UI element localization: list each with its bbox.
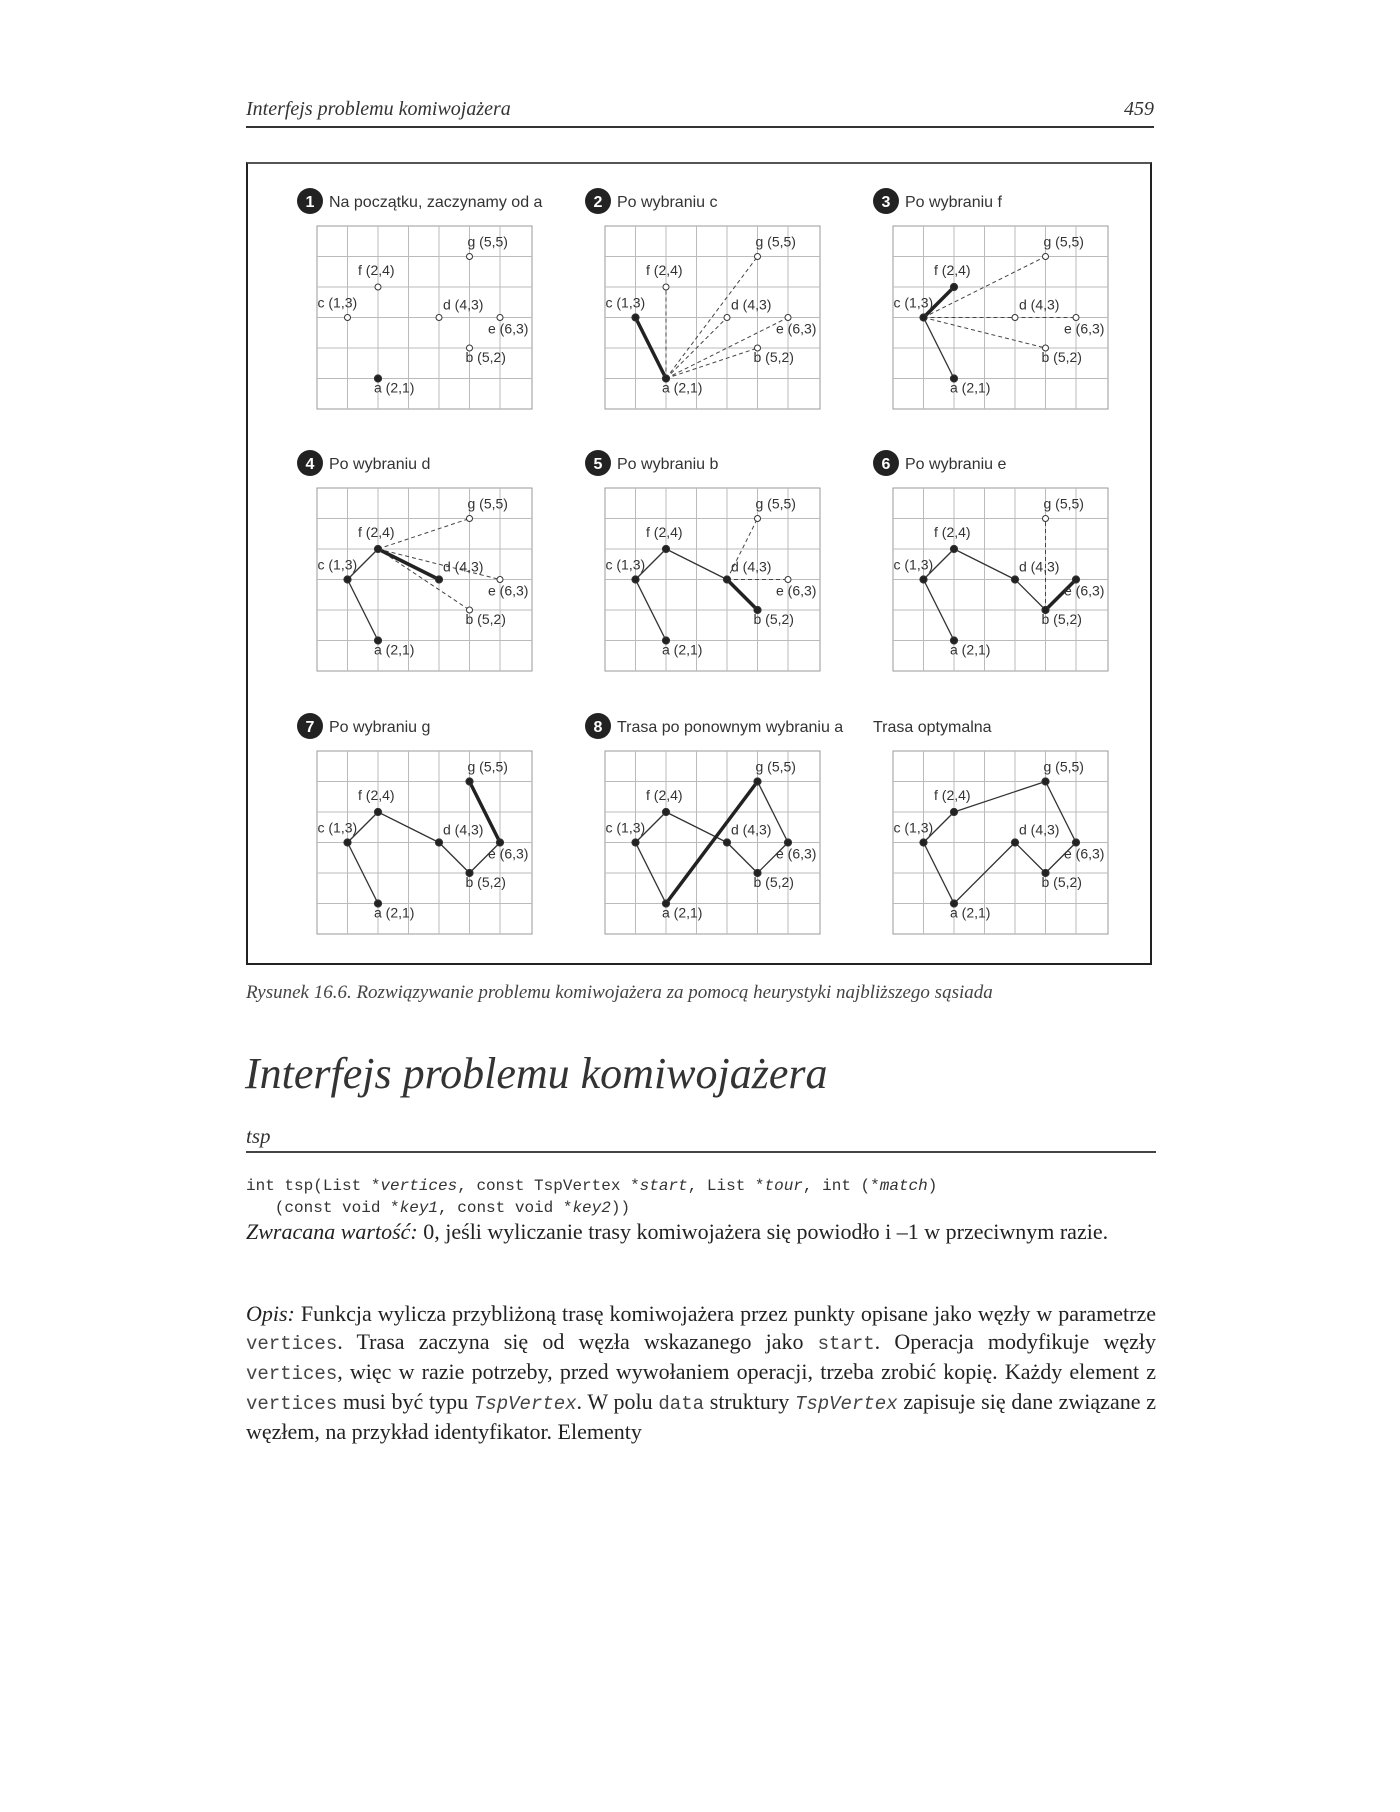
vertex-label-a: a (2,1) [662,904,703,921]
vertex-label-f: f (2,4) [646,262,683,278]
step-badge-number: 8 [593,719,603,736]
vertex-d [1011,839,1018,846]
tour-edge [439,843,470,874]
vertex-label-d: d (4,3) [1019,821,1060,838]
vertex-d [1012,315,1018,321]
panel-title: Po wybraniu g [329,719,431,736]
vertex-d [436,315,442,321]
vertex-label-f: f (2,4) [934,262,971,278]
running-header [246,96,1154,128]
figure-caption: Rysunek 16.6. Rozwiązywanie problemu komiwojażera za pomocą heurystyki najbliższego sąsiada [246,982,993,1003]
vertex-label-c: c (1,3) [317,819,358,836]
vertex-f [950,283,957,290]
vertex-label-d: d (4,3) [731,296,772,313]
vertex-d [1011,576,1018,583]
vertex-label-f: f (2,4) [934,787,971,803]
vertex-label-f: f (2,4) [934,524,971,540]
vertex-label-g: g (5,5) [467,495,508,512]
vertex-label-c: c (1,3) [605,556,646,573]
vertex-label-f: f (2,4) [358,262,395,278]
vertex-f [663,284,669,290]
vertex-d [723,576,730,583]
vertex-c [920,314,927,321]
panel-9 [873,719,1108,934]
vertex-label-e: e (6,3) [1064,320,1105,337]
step-badge-number: 5 [593,456,603,473]
candidate-edge [666,348,758,379]
vertex-g [466,778,473,785]
function-signature: int tsp(List *vertices, const TspVertex *start, List *tour, int (*match) (const void *key1, const void *key2)) [246,1177,938,1217]
vertex-label-g: g (5,5) [755,758,796,775]
panel-3 [873,188,1108,409]
panel-title: Po wybraniu f [905,194,1002,211]
tour-edge [1015,843,1046,874]
return-value-paragraph [246,1218,1156,1246]
panel-title: Po wybraniu b [617,456,719,473]
panel-title: Po wybraniu d [329,456,431,473]
vertex-f [662,808,669,815]
vertex-label-d: d (4,3) [443,296,484,313]
vertex-label-b: b (5,2) [465,349,506,365]
vertex-label-d: d (4,3) [443,821,484,838]
vertex-f [375,284,381,290]
panel-6 [873,450,1108,671]
panel-title: Trasa po ponownym wybraniu a [617,719,844,736]
step-badge-number: 2 [593,194,603,211]
panel-4 [297,450,532,671]
vertex-label-d: d (4,3) [731,558,772,575]
vertex-d [435,839,442,846]
vertex-d [435,576,442,583]
figure-svg [248,164,1150,963]
step-badge-number: 4 [305,456,315,473]
panel-5 [585,450,820,671]
vertex-c [920,839,927,846]
vertex-label-g: g (5,5) [1043,758,1084,775]
description-paragraph: Opis: Funkcja wylicza przybliżoną trasę komiwojażera przez punkty opisane jako węzły w parametrze vertices. Trasa zaczyna się od węzła wskazanego jako start. Operacja modyfikuje węzły vertices, więc w razie potrzeby, przed wywołaniem operacji, trzeba zrobić kopię. Każdy element z vertices musi być typu TspVertex. W polu data struktury TspVertex zapisuje się dane związane z węzłem, na przykład identyfikator. Elementy [246,1301,1157,1444]
section-title: Interfejs problemu komiwojażera [245,1049,828,1098]
vertex-label-g: g (5,5) [1043,495,1084,512]
vertex-label-a: a (2,1) [662,641,703,658]
vertex-label-c: c (1,3) [893,294,934,311]
panel-1 [297,188,543,409]
vertex-g [754,778,761,785]
vertex-label-b: b (5,2) [1041,349,1082,365]
vertex-label-b: b (5,2) [1041,611,1082,627]
vertex-label-e: e (6,3) [776,320,817,337]
panel-title: Po wybraniu c [617,194,718,211]
vertex-label-c: c (1,3) [317,556,358,573]
description-label: Opis: [246,1301,295,1326]
vertex-label-f: f (2,4) [646,787,683,803]
panel-title: Po wybraniu e [905,456,1007,473]
running-header-title: Interfejs problemu komiwojażera [246,98,511,120]
vertex-label-b: b (5,2) [753,611,794,627]
vertex-g [1043,516,1049,522]
panel-7 [297,713,532,934]
vertex-label-a: a (2,1) [950,904,991,921]
vertex-label-e: e (6,3) [488,320,529,337]
vertex-label-d: d (4,3) [1019,296,1060,313]
vertex-g [1042,778,1049,785]
vertex-label-b: b (5,2) [465,611,506,627]
tour-edge [727,843,758,874]
panel-2 [585,188,820,409]
vertex-label-e: e (6,3) [776,845,817,862]
vertex-f [950,545,957,552]
vertex-label-c: c (1,3) [893,556,934,573]
vertex-f [662,545,669,552]
vertex-label-c: c (1,3) [317,294,358,311]
vertex-f [374,545,381,552]
vertex-c [920,576,927,583]
vertex-label-f: f (2,4) [646,524,683,540]
vertex-label-g: g (5,5) [755,495,796,512]
panel-title: Na początku, zaczynamy od a [329,194,543,211]
vertex-label-g: g (5,5) [1043,233,1084,250]
vertex-label-b: b (5,2) [465,874,506,890]
step-badge-number: 7 [305,719,315,736]
panel-title: Trasa optymalna [873,719,992,736]
vertex-d [723,839,730,846]
vertex-label-b: b (5,2) [1041,874,1082,890]
vertex-label-b: b (5,2) [753,874,794,890]
vertex-label-e: e (6,3) [488,582,529,599]
vertex-g [755,254,761,260]
vertex-label-e: e (6,3) [488,845,529,862]
figure-tsp-steps [246,162,1152,965]
vertex-label-d: d (4,3) [731,821,772,838]
panel-8 [585,713,843,934]
vertex-label-a: a (2,1) [662,379,703,396]
vertex-f [374,808,381,815]
vertex-f [950,808,957,815]
vertex-label-a: a (2,1) [950,641,991,658]
vertex-c [632,839,639,846]
step-badge-number: 6 [881,456,891,473]
vertex-g [467,516,473,522]
vertex-label-c: c (1,3) [605,294,646,311]
page-number: 459 [1124,98,1154,120]
vertex-label-a: a (2,1) [950,379,991,396]
vertex-label-e: e (6,3) [1064,582,1105,599]
vertex-label-c: c (1,3) [893,819,934,836]
api-function-name: tsp [246,1124,271,1148]
vertex-label-b: b (5,2) [753,349,794,365]
vertex-c [344,839,351,846]
vertex-label-a: a (2,1) [374,379,415,396]
vertex-label-e: e (6,3) [1064,845,1105,862]
vertex-label-e: e (6,3) [776,582,817,599]
step-badge-number: 1 [305,194,315,211]
selected-edge [727,580,758,611]
vertex-d [724,315,730,321]
vertex-label-g: g (5,5) [467,233,508,250]
vertex-label-a: a (2,1) [374,641,415,658]
vertex-label-f: f (2,4) [358,787,395,803]
vertex-label-f: f (2,4) [358,524,395,540]
vertex-label-d: d (4,3) [1019,558,1060,575]
vertex-label-g: g (5,5) [755,233,796,250]
vertex-c [344,576,351,583]
vertex-g [1043,254,1049,260]
vertex-label-d: d (4,3) [443,558,484,575]
vertex-label-a: a (2,1) [374,904,415,921]
vertex-label-c: c (1,3) [605,819,646,836]
tour-edge [1015,580,1046,611]
api-divider [246,1151,1156,1153]
vertex-c [632,314,639,321]
step-badge-number: 3 [881,194,891,211]
vertex-label-g: g (5,5) [467,758,508,775]
vertex-g [467,254,473,260]
return-value-text: 0, jeśli wyliczanie trasy komiwojażera się powiodło i –1 w przeciwnym razie. [417,1219,1109,1244]
return-value-label: Zwracana wartość: [246,1219,418,1244]
vertex-c [632,576,639,583]
vertex-g [755,516,761,522]
vertex-c [345,315,351,321]
